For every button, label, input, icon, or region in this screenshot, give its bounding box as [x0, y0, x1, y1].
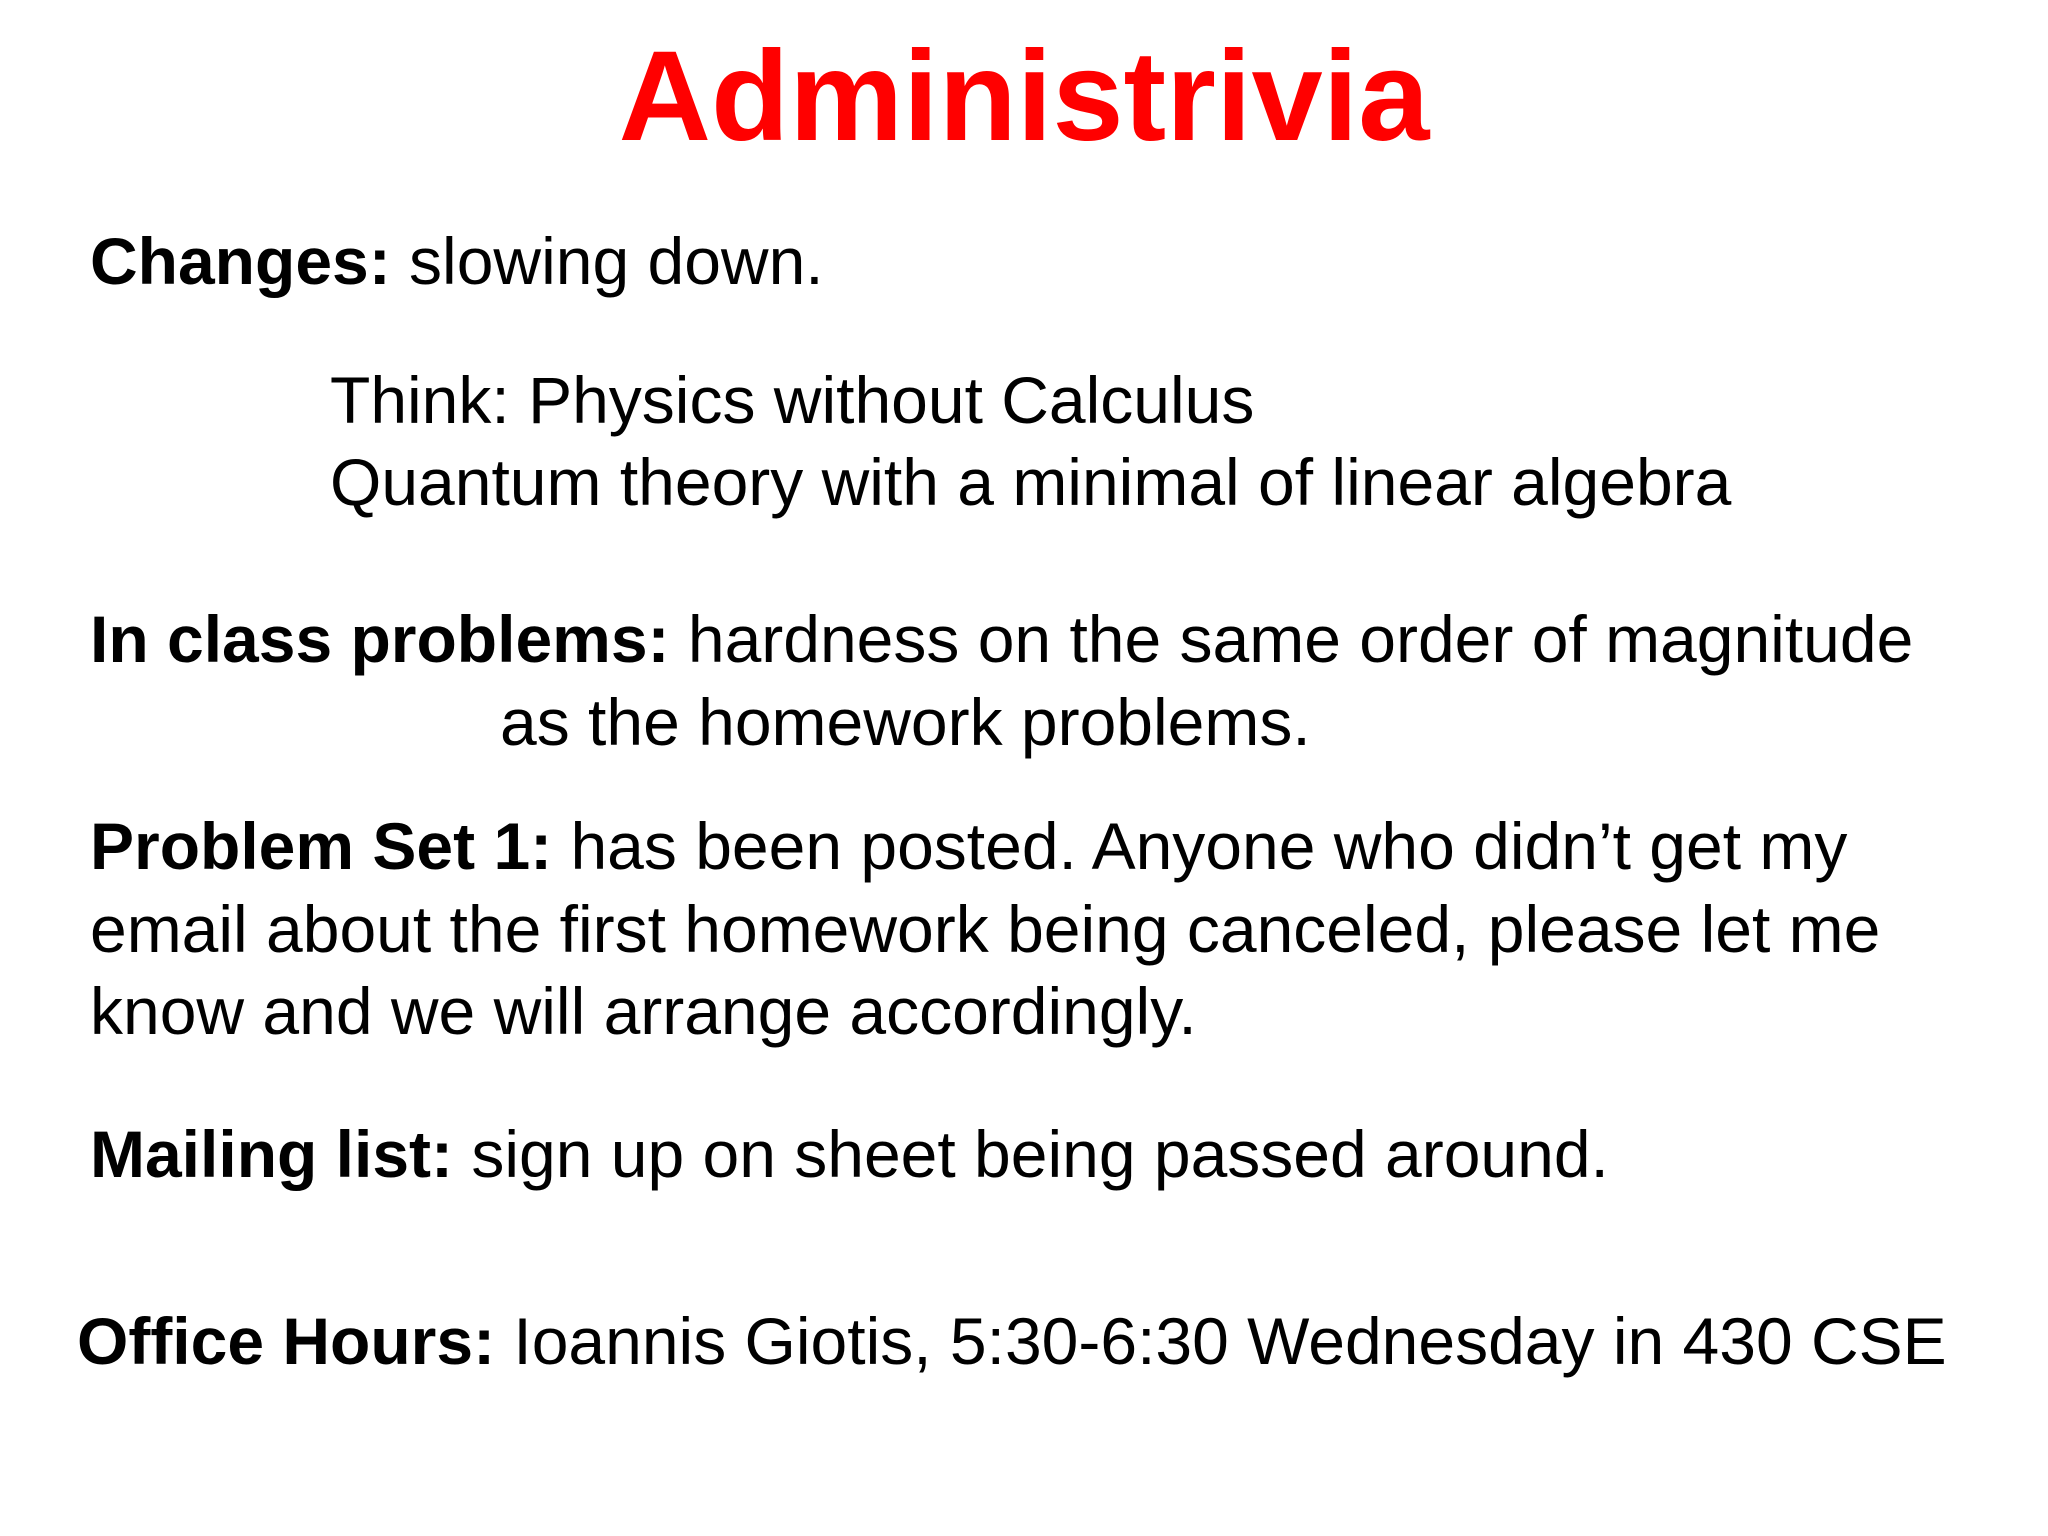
problem-set-line-1 [90, 804, 1847, 888]
problem-set-line-3: know and we will arrange accordingly. [90, 974, 1197, 1048]
changes-line [90, 219, 824, 303]
in-class-label: In class problems: [90, 602, 670, 676]
think-line-2: Quantum theory with a minimal of linear algebra [330, 445, 1732, 519]
problem-set-line-2: email about the first homework being canceled, please let me [90, 892, 1881, 966]
changes-text: slowing down. [390, 224, 824, 298]
office-hours-line [77, 1299, 1947, 1383]
problem-set-text-1: has been posted. Anyone who didn’t get my [552, 809, 1848, 883]
office-hours-label: Office Hours: [77, 1304, 496, 1378]
slide-title: Administrivia [618, 25, 1430, 168]
in-class-text-1: hardness on the same order of magnitude [669, 602, 1914, 676]
think-line-1: Think: Physics without Calculus [330, 363, 1255, 437]
mailing-list-line [90, 1112, 1609, 1196]
mailing-list-text: sign up on sheet being passed around. [453, 1117, 1609, 1191]
changes-label: Changes: [90, 224, 391, 298]
in-class-line-2: as the homework problems. [500, 685, 1311, 759]
office-hours-text: Ioannis Giotis, 5:30-6:30 Wednesday in 430 CSE [495, 1304, 1947, 1378]
problem-set-label: Problem Set 1: [90, 809, 553, 883]
mailing-list-label: Mailing list: [90, 1117, 453, 1191]
in-class-line-1 [90, 597, 1913, 681]
